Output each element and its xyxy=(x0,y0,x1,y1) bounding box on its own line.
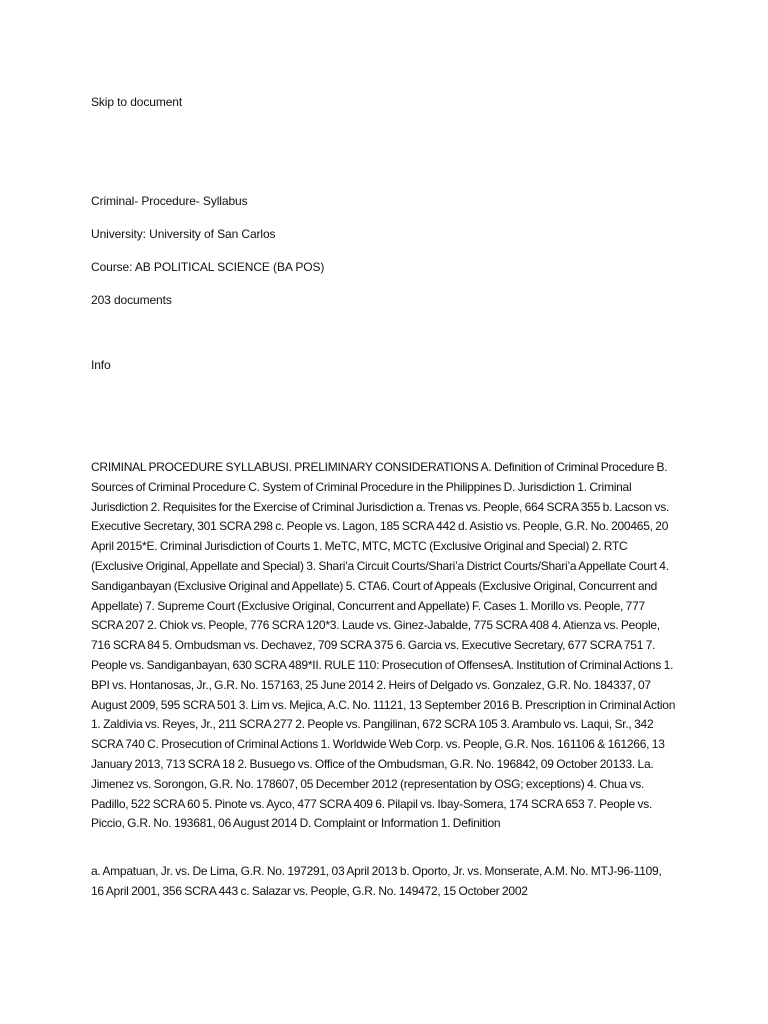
documents-count: 203 documents xyxy=(91,293,172,307)
syllabus-continuation-text: a. Ampatuan, Jr. vs. De Lima, G.R. No. 197291, 03 April 2013 b. Oporto, Jr. vs. Monserate, A.M. No. MTJ-96-1109, 16 April 2001, 356 SCRA 443 c. Salazar vs. People, G.R. No. 149472, 15 October 2002 xyxy=(91,864,662,898)
university-label: University: University of San Carlos xyxy=(91,227,276,241)
info-label: Info xyxy=(91,358,111,372)
syllabus-body-text: CRIMINAL PROCEDURE SYLLABUSI. PRELIMINARY CONSIDERATIONS A. Definition of Criminal Procedure B. Sources of Criminal Procedure C. System of Criminal Procedure in the Philippines D. Jurisdiction 1. Criminal Jurisdiction 2. Requisites for the Exercise of Criminal Jurisdiction a. Trenas vs. People, 664 SCRA 355 b. Lacson vs. Executive Secretary, 301 SCRA 298 c. People vs. Lagon, 185 SCRA 442 d. Asistio vs. People, G.R. No. 200465, 20 April 2015*E. Criminal Jurisdiction of Courts 1. MeTC, MTC, MCTC (Exclusive Original and Special) 2. RTC (Exclusive Original, Appellate and Special) 3. Shari’a Circuit Courts/Shari’a District Courts/Shari’a Appellate Court 4. Sandiganbayan (Exclusive Original and Appellate) 5. CTA6. Court of Appeals (Exclusive Original, Concurrent and Appellate) 7. Supreme Court (Exclusive Original, Concurrent and Appellate) F. Cases 1. Morillo vs. People, 777 SCRA 207 2. Chiok vs. People, 776 SCRA 120*3. Laude vs. Ginez-Jabalde, 775 SCRA 408 4. Atienza vs. People, 716 SCRA 84 5. Ombudsman vs. Dechavez, 709 SCRA 375 6. Garcia vs. Executive Secretary, 677 SCRA 751 7. People vs. Sandiganbayan, 630 SCRA 489*II. RULE 110: Prosecution of OffensesA. Institution of Criminal Actions 1. BPI vs. Hontanosas, Jr., G.R. No. 157163, 25 June 2014 2. Heirs of Delgado vs. Gonzalez, G.R. No. 184337, 07 August 2009, 595 SCRA 501 3. Lim vs. Mejica, A.C. No. 11121, 13 September 2016 B. Prescription in Criminal Action 1. Zaldivia vs. Reyes, Jr., 211 SCRA 277 2. People vs. Pangilinan, 672 SCRA 105 3. Arambulo vs. Laqui, Sr., 342 SCRA 740 C. Prosecution of Criminal Actions 1. Worldwide Web Corp. vs. People, G.R. Nos. 161106 & 161266, 13 January 2013, 713 SCRA 18 2. Busuego vs. Office of the Ombudsman, G.R. No. 196842, 09 October 20133. La. Jimenez vs. Sorongon, G.R. No. 178607, 05 December 2012 (representation by OSG; exceptions) 4. Chua vs. Padillo, 522 SCRA 60 5. Pinote vs. Ayco, 477 SCRA 409 6. Pilapil vs. Ibay-Somera, 174 SCRA 653 7. People vs. Piccio, G.R. No. 193681, 06 August 2014 D. Complaint or Information 1. Definition xyxy=(91,460,676,831)
course-label: Course: AB POLITICAL SCIENCE (BA POS) xyxy=(91,260,325,274)
document-title: Criminal- Procedure- Syllabus xyxy=(91,194,248,208)
skip-to-document-link[interactable]: Skip to document xyxy=(91,95,183,109)
